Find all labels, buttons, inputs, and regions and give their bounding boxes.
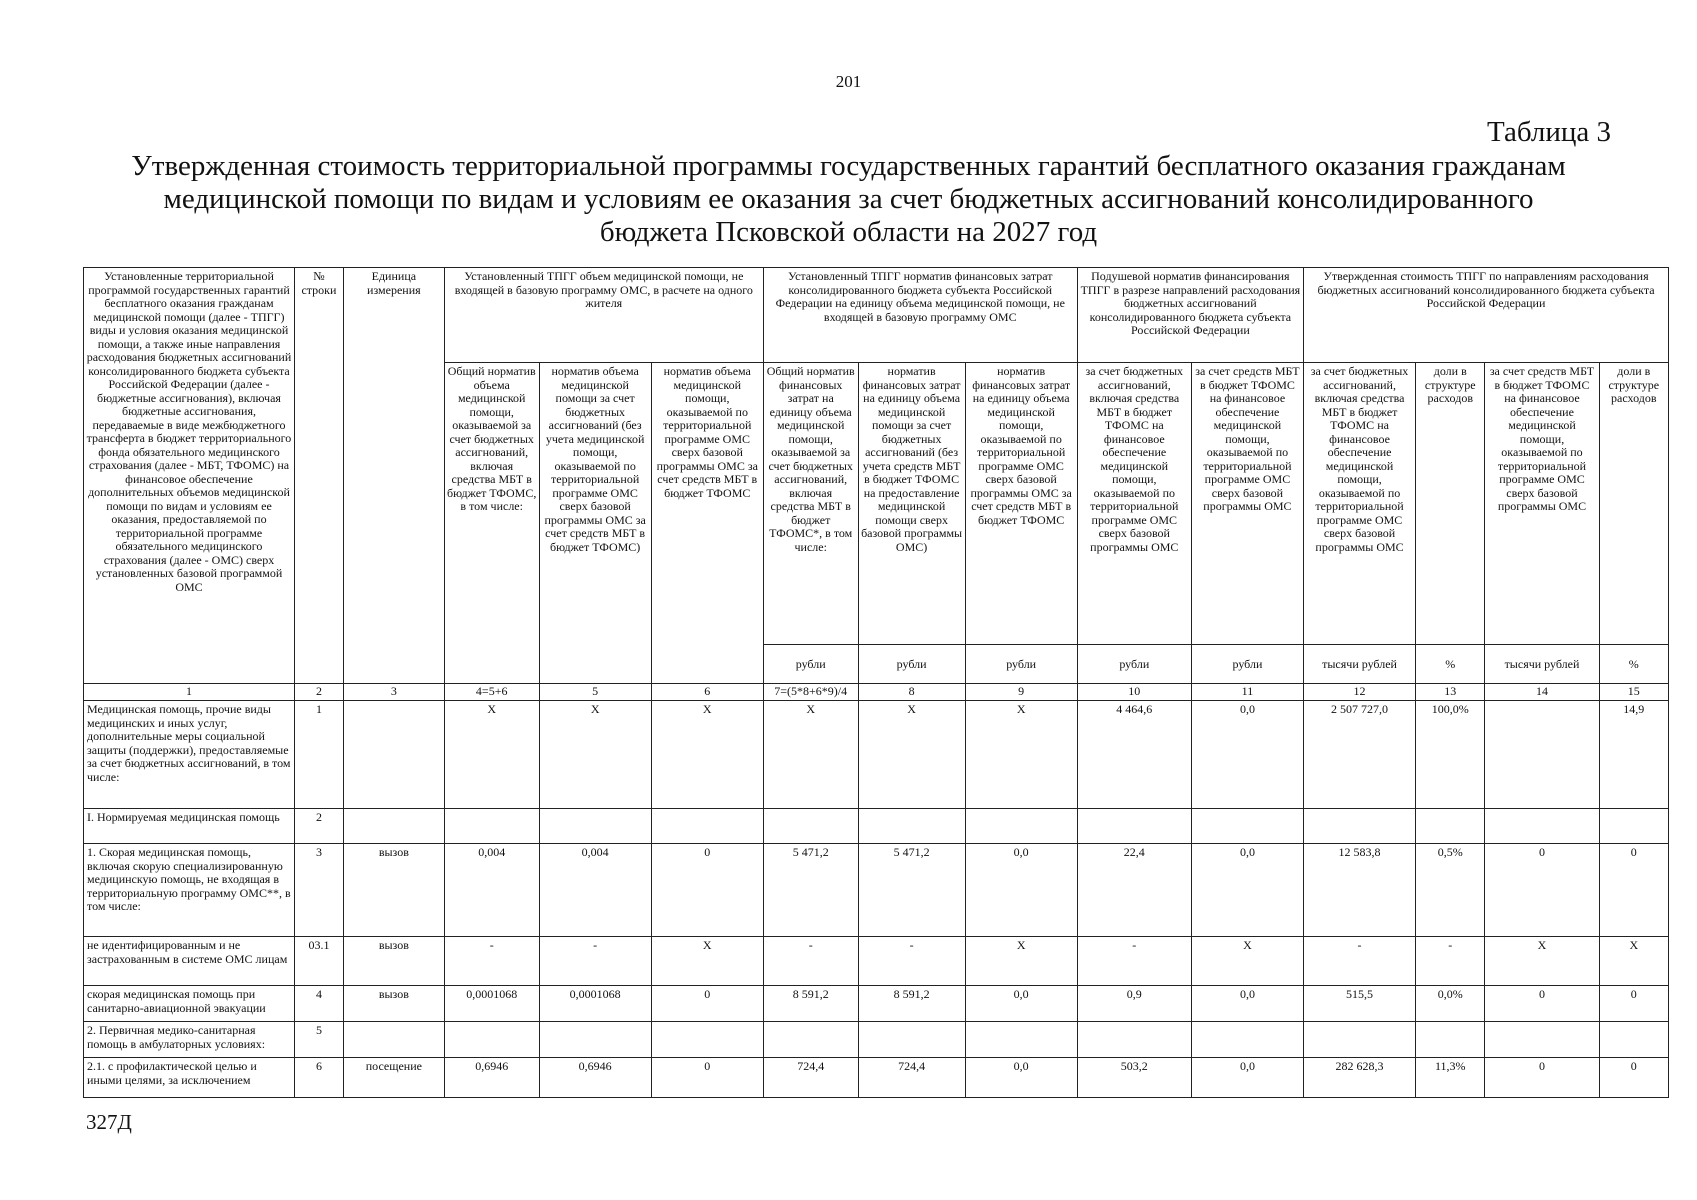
subheader-col10: за счет бюджетных ассигнований, включая средства МБТ в бюджет ТФОМС на финансовое обеспечение медицинской помощи, оказываемой по территориальной программе ОМС сверх базовой программы ОМС [1077, 363, 1191, 645]
table-row [84, 701, 1669, 809]
table-cell [539, 1022, 651, 1058]
table-cell: 0 [1599, 986, 1668, 1022]
subheader-col8: норматив финансовых затрат на единицу объема медицинской помощи за счет бюджетных ассигнований (без учета средств МБТ в бюджет ТФОМС на предоставление медицинской помощи сверх базовой программы ОМС) [858, 363, 965, 645]
title-line: бюджета Псковской области на 2027 год [599, 216, 1098, 248]
unit-col13: % [1416, 645, 1485, 684]
table-cell [444, 809, 539, 844]
table-cell: 4 464,6 [1077, 701, 1191, 809]
header-col1: Установленные территориальной программой государственных гарантий бесплатного оказания гражданам медицинской помощи (далее - ТПГГ) виды и условия оказания медицинской помощи, а также иные направления расходования бюджетных ассигнований консолидированного бюджета субъекта Российской Федерации (далее - бюджетные ассигнования), включая бюджетные ассигнования, передаваемые в виде межбюджетного трансферта в бюджет территориального фонда обязательного медицинского страхования (далее - МБТ, ТФОМС) на финансовое обеспечение дополнительных объемов медицинской помощи по видам и условиям ее оказания, предоставляемой по территориальной программе обязательного медицинского страхования (далее - ОМС) сверх установленных базовой программой ОМС [84, 268, 295, 684]
table-cell [1599, 809, 1668, 844]
table-row [84, 809, 1669, 844]
table-row [84, 844, 1669, 937]
header-cost-norm-group: Установленный ТПГГ норматив финансовых затрат консолидированного бюджета субъекта Российской Федерации на единицу объема медицинской помощи, не входящей в базовую программу ОМС [763, 268, 1077, 363]
table-cell: - [858, 937, 965, 986]
table-cell [1304, 1022, 1416, 1058]
table-cell: 1 [294, 701, 343, 809]
table-cell: 724,4 [763, 1058, 858, 1098]
unit-col11: рубли [1191, 645, 1303, 684]
table-cell: вызов [343, 986, 444, 1022]
unit-col12: тысячи рублей [1304, 645, 1416, 684]
table-cell: 0 [1485, 986, 1599, 1022]
table-cell: 0,0 [1191, 986, 1303, 1022]
table-cell: - [539, 937, 651, 986]
header-volume-group: Установленный ТПГГ объем медицинской помощи, не входящей в базовую программу ОМС, в расчете на одного жителя [444, 268, 763, 363]
table-cell [1077, 1022, 1191, 1058]
table-cell: 0 [651, 1058, 763, 1098]
table-cell: X [965, 701, 1077, 809]
table-cell: 22,4 [1077, 844, 1191, 937]
unit-col14: тысячи рублей [1485, 645, 1599, 684]
table-cell: 0,0 [1191, 701, 1303, 809]
table-cell: - [444, 937, 539, 986]
table-cell: вызов [343, 844, 444, 937]
table-cell: 4 [294, 986, 343, 1022]
table-cell: 0,0 [965, 986, 1077, 1022]
table-cell: 0,0% [1416, 986, 1485, 1022]
table-cell: X [444, 701, 539, 809]
table-cell: X [651, 937, 763, 986]
table-row [84, 986, 1669, 1022]
table-cell [1416, 809, 1485, 844]
table-cell: 0,6946 [444, 1058, 539, 1098]
row-label: скорая медицинская помощь при санитарно-авиационной эвакуации [84, 986, 295, 1022]
header-approved-cost-group: Утвержденная стоимость ТПГГ по направлениям расходования бюджетных ассигнований консолидированного бюджета субъекта Российской Федерации [1304, 268, 1669, 363]
table-cell: вызов [343, 937, 444, 986]
table-cell: 0 [1599, 844, 1668, 937]
table-cell: - [1077, 937, 1191, 986]
page-number: 201 [835, 72, 862, 91]
table-cell: 0 [651, 844, 763, 937]
table-cell [858, 1022, 965, 1058]
table-cell: 0 [651, 986, 763, 1022]
table-cell [343, 809, 444, 844]
unit-col10: рубли [1077, 645, 1191, 684]
table-label: Таблица 3 [1486, 116, 1611, 148]
table-cell: - [763, 937, 858, 986]
table-cell [1485, 1022, 1599, 1058]
table-cell: 0,0 [1191, 1058, 1303, 1098]
table-cell: 2 [294, 809, 343, 844]
table-cell: 0,9 [1077, 986, 1191, 1022]
cost-table [83, 267, 1669, 1098]
table-cell: 282 628,3 [1304, 1058, 1416, 1098]
table-cell: 0,004 [444, 844, 539, 937]
table-cell: 2 507 727,0 [1304, 701, 1416, 809]
table-cell: 0,004 [539, 844, 651, 937]
table-cell: 8 591,2 [858, 986, 965, 1022]
subheader-col7: Общий норматив финансовых затрат на единицу объема медицинской помощи, оказываемой за счет бюджетных ассигнований, включая средства МБТ в бюджет ТФОМС*, в том числе: [763, 363, 858, 645]
table-cell [1416, 1022, 1485, 1058]
table-cell: 0 [1485, 1058, 1599, 1098]
column-number: 3 [343, 684, 444, 701]
column-number: 9 [965, 684, 1077, 701]
table-cell [1304, 809, 1416, 844]
table-cell: 5 471,2 [858, 844, 965, 937]
column-number: 2 [294, 684, 343, 701]
table-cell [1077, 809, 1191, 844]
table-cell: 8 591,2 [763, 986, 858, 1022]
row-label: I. Нормируемая медицинская помощь [84, 809, 295, 844]
subheader-col6: норматив объема медицинской помощи, оказываемой по территориальной программе ОМС сверх базовой программы ОМС за счет средств МБТ в бюджет ТФОМС [651, 363, 763, 684]
footer-code: 327Д [86, 1110, 132, 1134]
header-per-capita-group: Подушевой норматив финансирования ТПГГ в разрезе направлений расходования бюджетных ассигнований консолидированного бюджета субъекта Российской Федерации [1077, 268, 1303, 363]
header-unit: Единица измерения [343, 268, 444, 684]
table-cell: X [651, 701, 763, 809]
subheader-col12: за счет бюджетных ассигнований, включая средства МБТ в бюджет ТФОМС на финансовое обеспечение медицинской помощи, оказываемой по территориальной программе ОМС сверх базовой программы ОМС [1304, 363, 1416, 645]
column-number-row [84, 684, 1669, 701]
column-number: 6 [651, 684, 763, 701]
table-cell [965, 1022, 1077, 1058]
table-cell [444, 1022, 539, 1058]
subheader-col13: доли в структуре расходов [1416, 363, 1485, 645]
table-cell [1485, 701, 1599, 809]
table-cell: 0,0 [965, 1058, 1077, 1098]
table-cell: 6 [294, 1058, 343, 1098]
subheader-col15: доли в структуре расходов [1599, 363, 1668, 645]
table-cell: 503,2 [1077, 1058, 1191, 1098]
document-title [60, 150, 1637, 249]
table-cell [343, 1022, 444, 1058]
table-cell: - [1416, 937, 1485, 986]
table-cell: X [539, 701, 651, 809]
title-line: Утвержденная стоимость территориальной программы государственных гарантий бесплатного оказания гражданам [131, 150, 1566, 182]
row-label: Медицинская помощь, прочие виды медицинских и иных услуг, дополнительные меры социальной защиты (поддержки), предоставляемые за счет бюджетных ассигнований, в том числе: [84, 701, 295, 809]
column-number: 13 [1416, 684, 1485, 701]
table-row [84, 1058, 1669, 1098]
table-cell: 11,3% [1416, 1058, 1485, 1098]
table-row [84, 937, 1669, 986]
table-cell: 0,0001068 [444, 986, 539, 1022]
row-label: 2.1. с профилактической целью и иными целями, за исключением [84, 1058, 295, 1098]
table-cell [763, 809, 858, 844]
row-label: 1. Скорая медицинская помощь, включая скорую специализированную медицинскую помощь, не входящая в территориальную программу ОМС**, в том числе: [84, 844, 295, 937]
table-cell [1485, 809, 1599, 844]
unit-col9: рубли [965, 645, 1077, 684]
column-number: 11 [1191, 684, 1303, 701]
table-cell: 515,5 [1304, 986, 1416, 1022]
table-cell: 100,0% [1416, 701, 1485, 809]
table-cell: 0,0 [965, 844, 1077, 937]
table-cell: 724,4 [858, 1058, 965, 1098]
title-line: медицинской помощи по видам и условиям ее оказания за счет бюджетных ассигнований консолидированного [163, 183, 1534, 215]
table-cell: 0,0 [1191, 844, 1303, 937]
subheader-col9: норматив финансовых затрат на единицу объема медицинской помощи, оказываемой по территориальной программе ОМС сверх базовой программы ОМС за счет средств МБТ в бюджет ТФОМС [965, 363, 1077, 645]
subheader-col11: за счет средств МБТ в бюджет ТФОМС на финансовое обеспечение медицинской помощи, оказываемой по территориальной программе ОМС сверх базовой программы ОМС [1191, 363, 1303, 645]
table-cell [651, 1022, 763, 1058]
subheader-col5: норматив объема медицинской помощи за счет бюджетных ассигнований (без учета медицинской помощи, оказываемой по территориальной программе ОМС сверх базовой программы ОМС за счет средств МБТ в бюджет ТФОМС) [539, 363, 651, 684]
table-cell: 0 [1485, 844, 1599, 937]
table-cell: X [965, 937, 1077, 986]
table-cell: X [1599, 937, 1668, 986]
column-number: 5 [539, 684, 651, 701]
table-cell [539, 809, 651, 844]
table-cell [343, 701, 444, 809]
table-cell: X [858, 701, 965, 809]
column-number: 1 [84, 684, 295, 701]
column-number: 14 [1485, 684, 1599, 701]
row-label: 2. Первичная медико-санитарная помощь в амбулаторных условиях: [84, 1022, 295, 1058]
unit-col15: % [1599, 645, 1668, 684]
table-cell: 3 [294, 844, 343, 937]
table-cell [1191, 1022, 1303, 1058]
table-cell: 0,6946 [539, 1058, 651, 1098]
table-cell: посещение [343, 1058, 444, 1098]
table-cell [1599, 1022, 1668, 1058]
table-cell [651, 809, 763, 844]
table-cell: 0 [1599, 1058, 1668, 1098]
subheader-col14: за счет средств МБТ в бюджет ТФОМС на финансовое обеспечение медицинской помощи, оказываемой по территориальной программе ОМС сверх базовой программы ОМС [1485, 363, 1599, 645]
column-number: 12 [1304, 684, 1416, 701]
table-cell [763, 1022, 858, 1058]
table-cell: 0,0001068 [539, 986, 651, 1022]
table-cell: X [1485, 937, 1599, 986]
table-cell [1191, 809, 1303, 844]
header-row-number: № строки [294, 268, 343, 684]
table-cell: 14,9 [1599, 701, 1668, 809]
table-cell: X [763, 701, 858, 809]
table-cell: - [1304, 937, 1416, 986]
table-cell: 5 471,2 [763, 844, 858, 937]
table-cell: X [1191, 937, 1303, 986]
table-row [84, 1022, 1669, 1058]
table-cell: 03.1 [294, 937, 343, 986]
unit-col7: рубли [763, 645, 858, 684]
unit-col8: рубли [858, 645, 965, 684]
column-number: 4=5+6 [444, 684, 539, 701]
row-label: не идентифицированным и не застрахованным в системе ОМС лицам [84, 937, 295, 986]
table-cell: 5 [294, 1022, 343, 1058]
column-number: 15 [1599, 684, 1668, 701]
column-number: 8 [858, 684, 965, 701]
table-cell [965, 809, 1077, 844]
subheader-col4: Общий норматив объема медицинской помощи, оказываемой за счет бюджетных ассигнований, включая средства МБТ в бюджет ТФОМС, в том числе: [444, 363, 539, 684]
table-cell: 12 583,8 [1304, 844, 1416, 937]
table-cell [858, 809, 965, 844]
column-number: 7=(5*8+6*9)/4 [763, 684, 858, 701]
table-cell: 0,5% [1416, 844, 1485, 937]
column-number: 10 [1077, 684, 1191, 701]
